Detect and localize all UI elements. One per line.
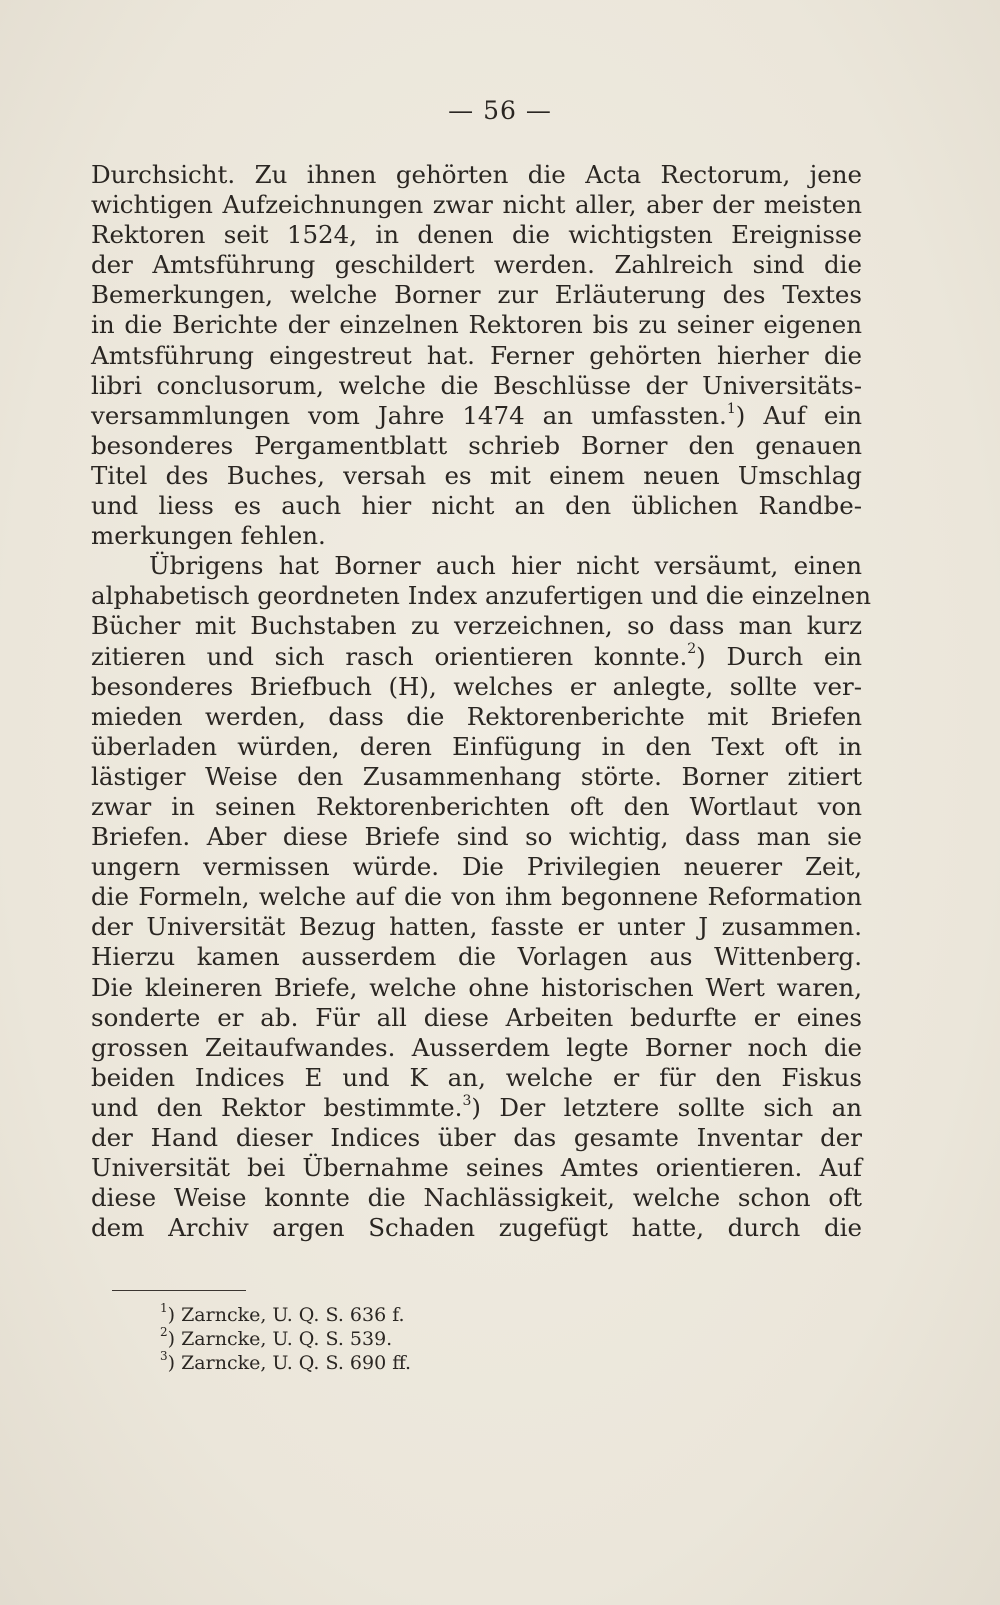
footnote-ref-3: 3: [462, 1092, 472, 1109]
footnote-1: $^1$) Zarncke, U. Q. S. 636 f.: [160, 1300, 405, 1326]
footnote-divider: [112, 1290, 246, 1291]
text-line: beiden Indices E und K an, welche er für den Fiskus: [91, 1062, 862, 1092]
text-line: mieden werden, dass die Rektorenberichte mit Briefen: [91, 701, 862, 731]
text-line: versammlungen vom Jahre 1474 an umfassten.$^1$) Auf ein: [91, 400, 862, 430]
text-line: sonderte er ab. Für all diese Arbeiten bedurfte er eines: [91, 1002, 862, 1032]
text-line: der Hand dieser Indices über das gesamte Inventar der: [91, 1123, 862, 1152]
body-text: [91, 160, 872, 1243]
page-number: — 56 —: [448, 96, 552, 125]
text-line: diese Weise konnte die Nachlässigkeit, welche schon oft: [91, 1183, 862, 1213]
text-line: in die Berichte der einzelnen Rektoren bis zu seiner eigenen: [91, 310, 862, 340]
text-line: merkungen fehlen.: [91, 521, 326, 551]
text-line: zwar in seinen Rektorenberichten oft den Wortlaut von: [91, 791, 862, 821]
text-line: Bücher mit Buchstaben zu verzeichnen, so dass man kurz: [91, 611, 862, 641]
text-line: besonderes Briefbuch (H), welches er anlegte, sollte ver-: [91, 671, 862, 701]
text-line: zitieren und sich rasch orientieren konnte.$^2$) Durch ein: [91, 641, 862, 671]
text-line: Briefen. Aber diese Briefe sind so wichtig, dass man sie: [91, 822, 862, 852]
text-line: Übrigens hat Borner auch hier nicht versäumt, einen: [149, 551, 862, 581]
text-line: Rektoren seit 1524, in denen die wichtigsten Ereignisse: [91, 220, 862, 250]
text-line: der Amtsführung geschildert werden. Zahlreich sind die: [91, 250, 862, 280]
text-line: Hierzu kamen ausserdem die Vorlagen aus Wittenberg.: [91, 942, 862, 972]
text-line: und liess es auch hier nicht an den üblichen Randbe-: [91, 491, 862, 521]
footnote-2: $^2$) Zarncke, U. Q. S. 539.: [160, 1324, 393, 1350]
text-line: Die kleineren Briefe, welche ohne historischen Wert waren,: [91, 972, 862, 1002]
footnotes: [160, 1300, 412, 1375]
text-line: der Universität Bezug hatten, fasste er unter J zusammen.: [91, 912, 862, 942]
footnote-ref-2: 2: [687, 641, 697, 658]
text-line: Durchsicht. Zu ihnen gehörten die Acta Rectorum, jene: [91, 160, 862, 189]
text-line: libri conclusorum, welche die Beschlüsse der Universitäts-: [91, 370, 862, 400]
text-line: und den Rektor bestimmte.$^3$) Der letztere sollte sich an: [91, 1092, 862, 1122]
text-line: ungern vermissen würde. Die Privilegien neuerer Zeit,: [91, 852, 862, 882]
text-line: wichtigen Aufzeichnungen zwar nicht aller, aber der meisten: [91, 190, 862, 220]
text-line: besonderes Pergamentblatt schrieb Borner den genauen: [91, 430, 862, 460]
text-line: dem Archiv argen Schaden zugefügt hatte, durch die: [91, 1213, 862, 1243]
text-line: überladen würden, deren Einfügung in den Text oft in: [91, 731, 862, 761]
footnote-ref-1: 1: [726, 400, 736, 417]
text-line: Amtsführung eingestreut hat. Ferner gehörten hierher die: [91, 340, 862, 370]
text-line: lästiger Weise den Zusammenhang störte. Borner zitiert: [91, 761, 862, 791]
text-line: die Formeln, welche auf die von ihm begonnene Reformation: [91, 882, 862, 912]
text-line: Titel des Buches, versah es mit einem neuen Umschlag: [91, 460, 862, 490]
text-line: grossen Zeitaufwandes. Ausserdem legte Borner noch die: [91, 1032, 862, 1062]
text-line: Universität bei Übernahme seines Amtes orientieren. Auf: [91, 1153, 862, 1183]
text-line: alphabetisch geordneten Index anzufertigen und die einzelnen: [91, 581, 872, 611]
footnote-3: $^3$) Zarncke, U. Q. S. 690 ff.: [160, 1348, 412, 1374]
text-line: Bemerkungen, welche Borner zur Erläuterung des Textes: [91, 280, 862, 310]
